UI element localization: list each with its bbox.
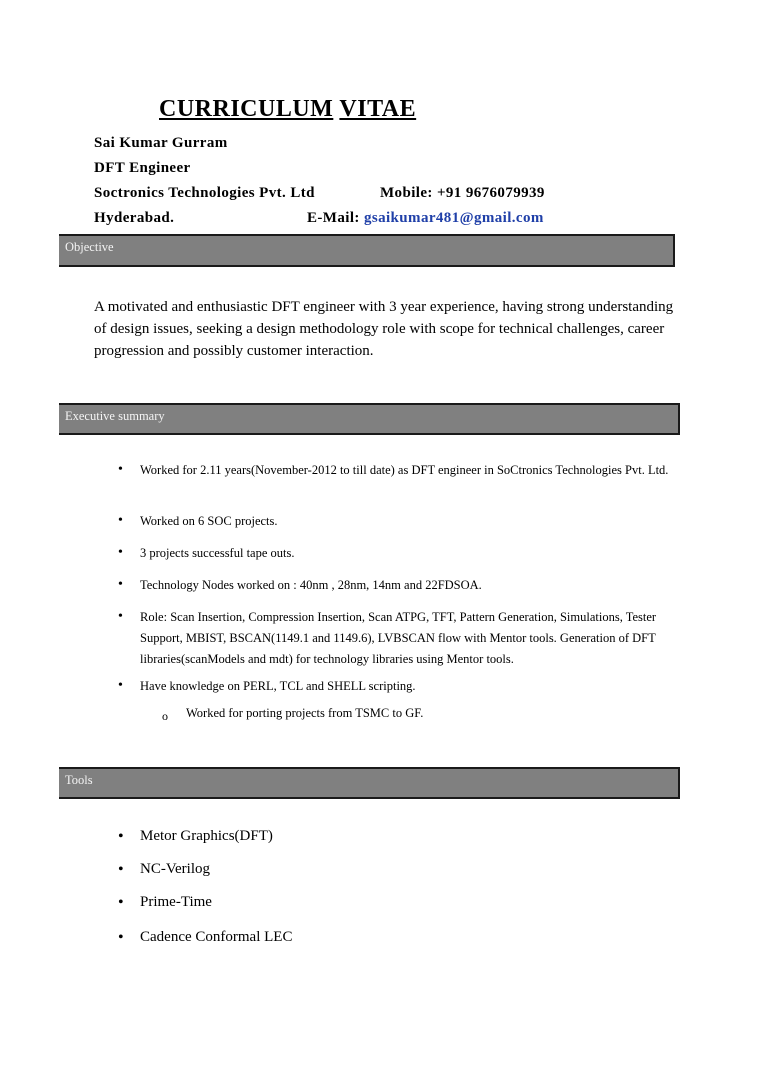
summary-sub-item-text: Worked for porting projects from TSMC to GF.	[186, 706, 424, 720]
tool-item-text: NC-Verilog	[140, 861, 210, 877]
bullet-icon: •	[118, 678, 123, 693]
bullet-icon: •	[118, 861, 124, 878]
sub-bullet-icon: o	[162, 709, 168, 723]
section-label-objective: Objective	[65, 240, 114, 254]
title-word-curriculum: CURRICULUM	[159, 96, 334, 122]
summary-item-text: Worked for 2.11 years(November-2012 to till date) as DFT engineer in SoCtronics Technologies Pvt. Ltd.	[140, 463, 669, 477]
summary-item-text: Have knowledge on PERL, TCL and SHELL scripting.	[140, 679, 416, 693]
email-link[interactable]: gsaikumar481@gmail.com	[363, 210, 544, 226]
bullet-icon: •	[118, 513, 123, 528]
bullet-icon: •	[118, 894, 124, 911]
company-name: Soctronics Technologies Pvt. Ltd	[94, 185, 315, 201]
section-bar-objective	[59, 234, 675, 267]
summary-item-text: 3 projects successful tape outs.	[140, 546, 295, 560]
objective-text: A motivated and enthusiastic DFT engineer with 3 year experience, having strong understanding of design issues, seeking a design methodology role with scope for technical challenges, career progression and possibly customer interaction.	[94, 299, 674, 359]
bullet-icon: •	[118, 929, 124, 946]
email-label: E-Mail:	[307, 210, 360, 226]
tool-item-text: Metor Graphics(DFT)	[140, 828, 273, 844]
section-label-tools: Tools	[65, 773, 93, 787]
bullet-icon: •	[118, 828, 124, 845]
mobile-number: Mobile: +91 9676079939	[380, 185, 545, 201]
email-line	[307, 210, 544, 227]
page-title	[159, 96, 416, 123]
summary-item-text: Technology Nodes worked on : 40nm , 28nm, 14nm and 22FDSOA.	[140, 578, 482, 592]
tool-item-text: Prime-Time	[140, 894, 212, 910]
bullet-icon: •	[118, 462, 123, 477]
bullet-icon: •	[118, 577, 123, 592]
summary-item-text: Worked on 6 SOC projects.	[140, 514, 278, 528]
candidate-role: DFT Engineer	[94, 160, 191, 176]
city: Hyderabad.	[94, 210, 175, 226]
section-bar-executive-summary	[59, 403, 680, 435]
section-bar-tools	[59, 767, 680, 799]
section-label-executive-summary: Executive summary	[65, 409, 165, 423]
bullet-icon: •	[118, 545, 123, 560]
candidate-name: Sai Kumar Gurram	[94, 135, 228, 151]
summary-item-text: Role: Scan Insertion, Compression Insertion, Scan ATPG, TFT, Pattern Generation, Simulations, Tester Support, MBIST, BSCAN(1149.1 and 1149.6), LVBSCAN flow with Mentor tools. Generation of DFT libraries(scanModels and mdt) for technology libraries using Mentor tools.	[140, 610, 657, 666]
bullet-icon: •	[118, 609, 123, 624]
tool-item-text: Cadence Conformal LEC	[140, 929, 293, 945]
title-word-vitae: VITAE	[339, 96, 417, 122]
